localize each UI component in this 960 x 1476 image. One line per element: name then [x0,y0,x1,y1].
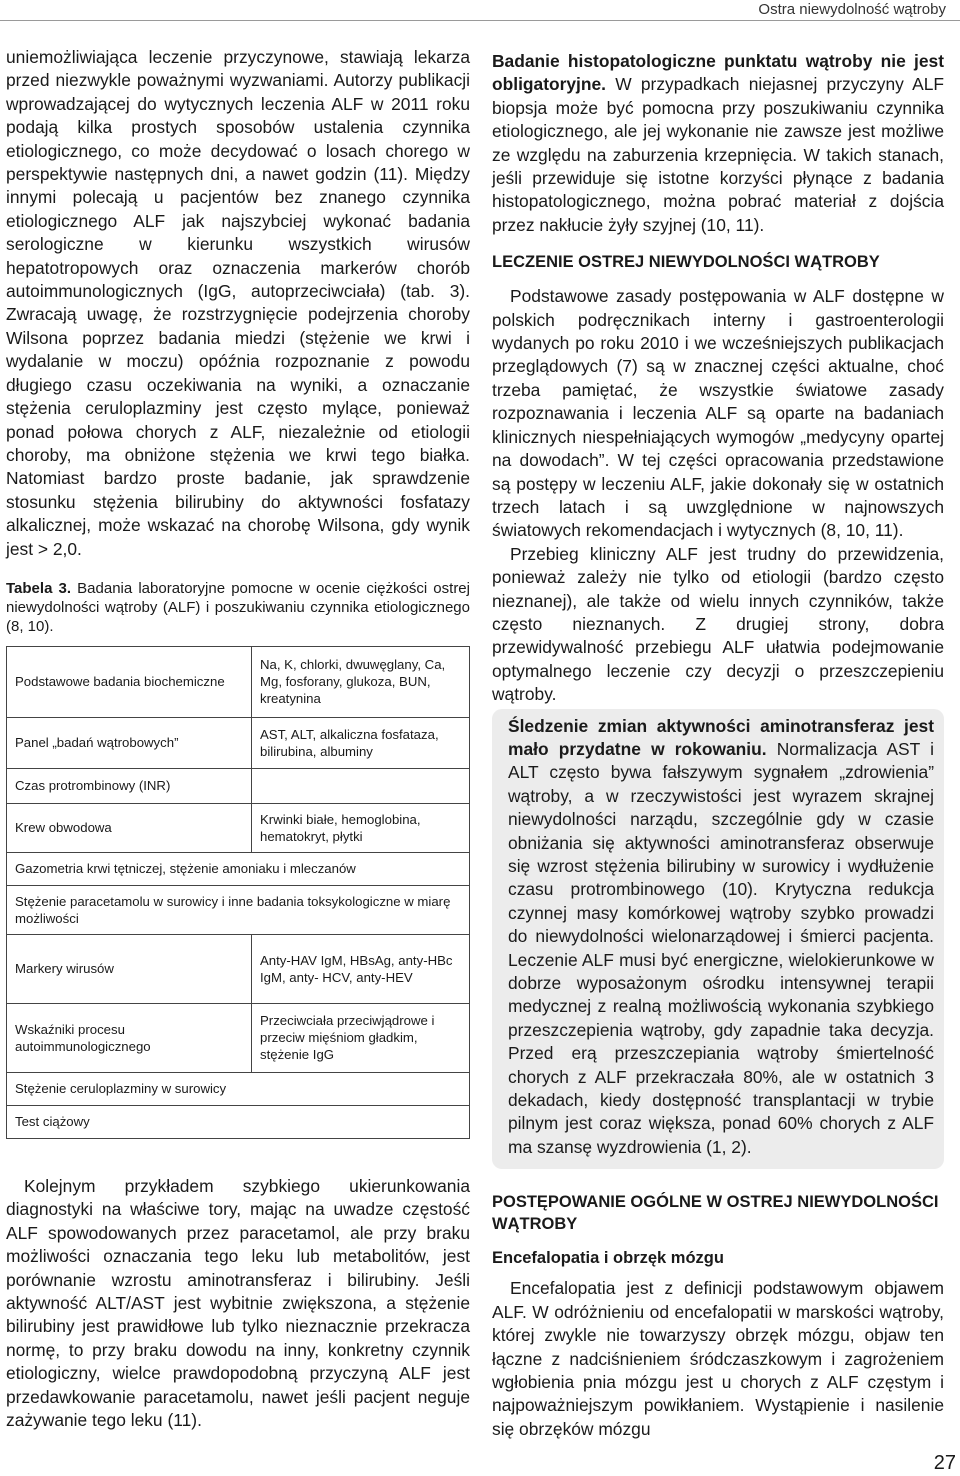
header-rule [0,20,960,21]
right-paragraph-4: Encefalopatia jest z definicji podstawowym objawem ALF. W odróżnieniu od encefalopatii w marskości wątroby, której zwykle nie towarzyszy obrzęk mózgu, objaw ten łączne z nadciśnieniem śródczaszkowym i zagrożeniem wgłobienia pnia mózgu jest u chorych z ALF częstym i najpoważniejszym powikłaniem. Wystąpienie i nasilenie się obrzęków mózgu [492,1278,944,1439]
table-row [7,1003,470,1072]
section-heading-general: POSTĘPOWANIE OGÓLNE W OSTREJ NIEWYDOLNOŚCI WĄTROBY [492,1193,939,1234]
table-cell: Stężenie ceruloplazminy w surowicy [7,1072,470,1105]
highlight-text: Normalizacja AST i ALT często bywa fałszywym sygnałem „zdrowienia” wątroby, a w rzeczywistości jest wyrazem skrajnej niewydolności narządu, szczególnie gdy w czasie obniżania się aktywności aminotransferaz obserwuje się wzrost stężenia bilirubiny w surowicy i wydłużenie czasu protrombinowego (10). Krytyczna redukcja czynnej masy komórkowej wątroby szybko prowadzi do niewydolności wielonarządowej i śmierci pacjenta. Leczenie ALF musi być energiczne, wielokierunkowe w dobrze wyposażonym ośrodku intensywnej terapii medycznej z realną możliwością wykonania szybkiego przeszczepienia wątroby, gdy zapadnie taka decyzja. Przed erą przeszczepiania wątroby śmiertelność chorych z ALF przekraczała 80%, ale w ostatnich 3 dekadach, kiedy dostępność transplantacji w trybie pilnym jest coraz większa, ponad 60% chorych z ALF ma szansę wyzdrowienia (1, 2). [508,738,934,1157]
table-cell: Przeciwciała przeciwjądrowe i przeciw mięśniom gładkim, stężenie IgG [252,1003,470,1072]
table-cell: Panel „badań wątrobowych” [7,717,252,768]
left-paragraph-2: Kolejnym przykładem szybkiego ukierunkowania diagnostyki na właściwe tory, mając na uwadze częstość ALF spowodowanych przez paracetamol, ale przy braku możliwości oznaczania tego leku lub metabolitów, jest porównanie wzrostu aminotransferaz i bilirubiny. Jeśli aktywność ALT/AST jest wybitnie zwiększona, a stężenie bilirubiny jest prawidłowe lub tylko nieznacznie przekracza normę, to przy braku dowodu na inny, konkretny czynnik etiologiczny, wielce prawdopodobną przyczyną ALF jest przedawkowanie paracetamolu, nawet jeśli pacjent neguje zażywanie tego leku (11). [6,1175,470,1430]
table-row [7,803,470,852]
table-row [7,885,470,934]
table-row [7,1072,470,1105]
highlight-paragraph [508,715,934,1160]
table-cell: Krwinki białe, hemoglobina, hematokryt, płytki [252,803,470,852]
table-caption-text: Badania laboratoryjne pomocne w ocenie ciężkości ostrej niewydolności wątroby (ALF) i poszukiwaniu czynnika etiologicznego (8, 10). [6,579,470,635]
table-row [7,646,470,717]
table-row [7,934,470,1003]
subsection-heading: Encefalopatia i obrzęk mózgu [492,1249,724,1268]
running-title: Ostra niewydolność wątroby [758,1,946,18]
table-row [7,717,470,768]
table-caption-label: Tabela 3. [6,579,72,597]
table-cell: Stężenie paracetamolu w surowicy i inne badania toksykologiczne w miarę możliwości [7,885,470,934]
table-row [7,852,470,885]
page-number: 27 [933,1452,956,1474]
table-cell: Podstawowe badania biochemiczne [7,646,252,717]
right-paragraph-1 [492,50,944,237]
table-cell: Test ciążowy [7,1105,470,1138]
table-cell [252,768,470,803]
table-cell: AST, ALT, alkaliczna fosfataza, bilirubina, albuminy [252,717,470,768]
right-column [492,50,944,1441]
highlight-box [492,709,944,1170]
left-column [6,46,470,1432]
table-cell: Krew obwodowa [7,803,252,852]
table-row [7,768,470,803]
table-cell: Czas protrombinowy (INR) [7,768,252,803]
right-paragraph-2: Podstawowe zasady postępowania w ALF dostępne w polskich podręcznikach interny i gastroenterologii wydanych po roku 2010 i we wcześniejszych publikacjach przeglądowych (7) są w znacznej części aktualne, choć trzeba pamiętać, że wszystkie światowe zasady rozpoznawania i leczenia ALF są oparte na badaniach klinicznych niespełniających wymogów „medycyny opartej na dowodach”. W tej części opracowania przedstawione są postępy w leczeniu ALF, jakie dokonały się w ostatnich trzech latach i są uwzględnione w najnowszych światowych rekomendacjach i wytycznych (8, 10, 11). [492,286,944,541]
right-paragraph-3: Przebieg kliniczny ALF jest trudny do przewidzenia, ponieważ zależy nie tylko od etiologii (bardzo często nieznanej), ale także od wielu innych czynników, także często nieznanych. Z drugiej strony, dobra przewidywalność przebiegu ALF ułatwia podejmowanie optymalnego leczenie czy decyzji o przeszczepieniu wątroby. [492,543,944,705]
table-cell: Wskaźniki procesu autoimmunologicznego [7,1003,252,1072]
paragraph-text: W przypadkach niejasnej przyczyny ALF biopsja może być pomocna przy poszukiwaniu czynnika etiologicznego, ale jej wykonanie nie zawsze jest możliwe ze względu na zaburzenia krzepnięcia. W takich stanach, jeśli przewiduje się istotne korzyści płynące z badania histopatologicznego, można pobrać materiał z dojścia przez nakłucie żyły szyjnej (10, 11). [492,74,944,235]
highlight-bold-lead: Śledzenie zmian aktywności aminotransferaz jest mało przydatne w rokowaniu. [508,715,934,759]
table-cell: Gazometria krwi tętniczej, stężenie amoniaku i mleczanów [7,852,470,885]
left-paragraph-1: uniemożliwiająca leczenie przyczynowe, stawiają lekarza przed niezwykle poważnymi wyzwaniami. Autorzy publikacji wprowadzającej do wytycznych leczenia ALF w 2011 roku podają kilka prostych sposobów ustalenia czynnika etiologicznego, co może decydować o losach chorego w perspektywie następnych dni, a nawet godzin (11). Między innymi polecają u pacjentów bez znanego czynnika etiologicznego ALF jak najszybciej wykonać badania serologiczne w kierunku wszystkich wirusów hepatotropowych oraz oznaczenia markerów chorób autoimmunologicznych (IgG, autoprzeciwciała) (tab. 3). Zwracają uwagę, że rozstrzygnięcie podejrzenia choroby Wilsona poprzez badania miedzi (stężenie we krwi i wydalanie w moczu) opóźnia rozpoznanie z powodu długiego czasu oczekiwania na wyniki, a oznaczanie stężenia ceruloplazminy jest często mylące, ponieważ ponad połowa chorych z ALF, niezależnie od etiologii choroby, ma obniżone stężenia we krwi tego białka. Natomiast bardzo proste badanie, jak sprawdzenie stosunku stężenia bilirubiny do aktywności fosfatazy alkalicznej, może wskazać na chorobę Wilsona, gdy wynik jest > 2,0. [6,47,470,559]
table-cell: Markery wirusów [7,934,252,1003]
table-caption [6,579,470,636]
section-heading-treatment: LECZENIE OSTREJ NIEWYDOLNOŚCI WĄTROBY [492,253,880,272]
table-cell: Na, K, chlorki, dwuwęglany, Ca, Mg, fosforany, glukoza, BUN, kreatynina [252,646,470,717]
table-row [7,1105,470,1138]
lab-tests-table [6,646,470,1139]
bold-lead: Badanie histopatologiczne punktatu wątroby nie jest obligatoryjne. [492,51,944,95]
table-cell: Anty-HAV IgM, HBsAg, anty-HBc IgM, anty- HCV, anty-HEV [252,934,470,1003]
